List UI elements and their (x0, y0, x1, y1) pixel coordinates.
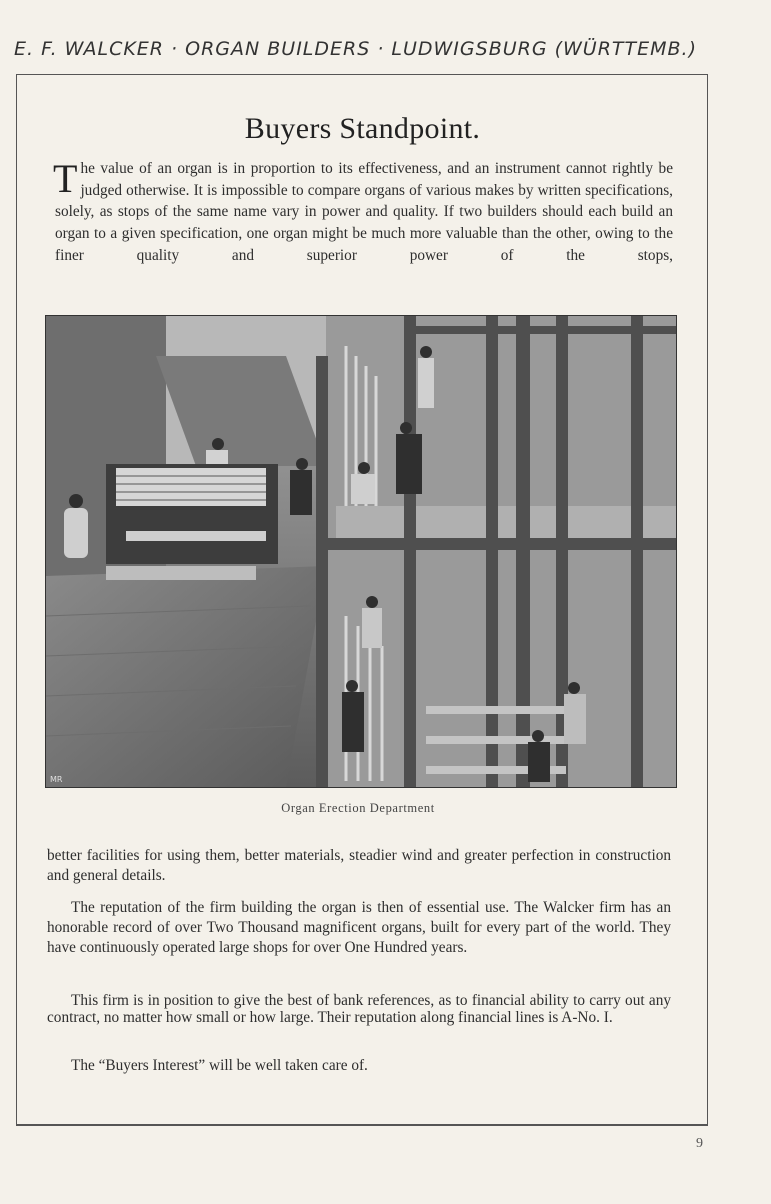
page-title: Buyers Standpoint. (244, 112, 481, 145)
photo-caption: Organ Erection Department (281, 801, 435, 815)
running-header: E. F. WALCKER · ORGAN BUILDERS · LUDWIGSBURG (WÜRTTEMB.) (14, 38, 697, 60)
intro-text: he value of an organ is in proportion to its effectiveness, and an instrument cannot rightly be judged otherwise. It is impossible to compare organs of various makes by written specifications, solely, as stops of the same name vary in power and quality. If two builders should each build an organ to a given specification, one organ might be much more valuable than the other, owing to the finer quality and superior power of the stops, (55, 160, 673, 264)
paragraph-1: better facilities for using them, better materials, steadier wind and greater perfection in construction and general details. (47, 847, 671, 884)
organ-erection-photo (45, 315, 677, 788)
photo-mark: MR (50, 775, 63, 784)
paragraph-3: This firm is in position to give the best of bank references, as to financial ability to carry out any contract, no matter how small or how large. Their reputation along financial lines is A-No. I. (47, 992, 671, 1026)
page-number: 9 (696, 1136, 703, 1151)
paragraph-4: The “Buyers Interest” will be well taken care of. (71, 1057, 368, 1074)
paragraph-2: The reputation of the firm building the organ is then of essential use. The Walcker firm has an honorable record of over Two Thousand magnificent organs, built for every part of the world. They have continuously operated large shops for over One Hundred years. (47, 899, 671, 956)
drop-cap: T (53, 156, 78, 201)
intro-paragraph (55, 158, 673, 267)
